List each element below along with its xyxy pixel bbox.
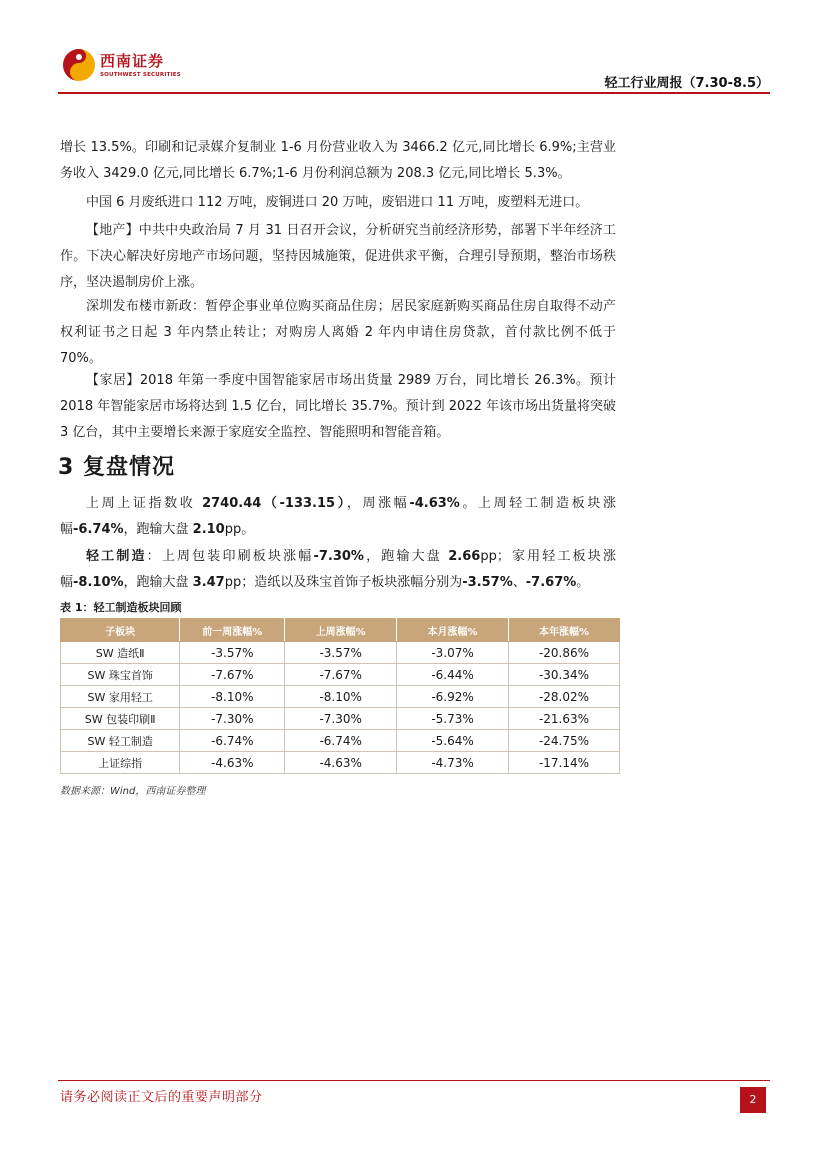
logo-text-cn: 西南证券 xyxy=(100,52,165,70)
table-cell: -7.30% xyxy=(180,708,285,730)
report-title: 轻工行业周报（7.30-8.5） xyxy=(604,76,769,91)
table-header-row xyxy=(61,619,620,642)
table-cell: -4.63% xyxy=(285,752,397,774)
paragraph-industry-revenue: 增长 13.5%。印刷和记录媒介复制业 1-6 月份营业收入为 3466.2 亿元,同比增长 6.9%;主营业务收入 3429.0 亿元,同比增长 6.7%;1-6 月份利润总额为 208.3 亿元,同比增长 5.3%。 xyxy=(60,140,616,181)
disclaimer-notice: 请务必阅读正文后的重要声明部分 xyxy=(60,1090,263,1105)
table-cell: -8.10% xyxy=(285,686,397,708)
column-header: 本年涨幅% xyxy=(508,619,619,642)
page-number: 2 xyxy=(740,1087,766,1113)
table-row xyxy=(61,664,620,686)
table-cell: -4.73% xyxy=(397,752,509,774)
column-header: 本月涨幅% xyxy=(397,619,509,642)
table-row xyxy=(61,752,620,774)
paragraph-real-estate: 【地产】中共中央政治局 7 月 31 日召开会议，分析研究当前经济形势，部署下半年经济工作。下决心解决好房地产市场问题，坚持因城施策，促进供求平衡，合理引导预期，整治市场秩序，坚决遏制房价上涨。 xyxy=(60,223,616,290)
table-cell: -7.67% xyxy=(180,664,285,686)
sector-performance-table xyxy=(60,618,620,774)
table-cell: -7.67% xyxy=(285,664,397,686)
table-row xyxy=(61,686,620,708)
table-cell: -5.73% xyxy=(397,708,509,730)
table-cell: -8.10% xyxy=(180,686,285,708)
table-cell: 上证综指 xyxy=(61,752,180,774)
footer-divider xyxy=(58,1080,770,1081)
table-cell: -6.92% xyxy=(397,686,509,708)
data-source-note: 数据来源：Wind，西南证券整理 xyxy=(60,786,206,797)
table-cell: SW 轻工制造 xyxy=(61,730,180,752)
paragraph-market-review: 上周上证指数收 2740.44（-133.15），周涨幅-4.63%。上周轻工制造板块涨幅-6.74%，跑输大盘 2.10pp。 xyxy=(60,496,616,537)
table-cell: -3.07% xyxy=(397,642,509,664)
logo-mark-icon xyxy=(62,48,96,82)
table-cell: -17.14% xyxy=(508,752,619,774)
table-cell: -3.57% xyxy=(180,642,285,664)
section-heading: 3 复盘情况 xyxy=(58,455,175,480)
paragraph-imports: 中国 6 月废纸进口 112 万吨，废铜进口 20 万吨，废铝进口 11 万吨，废塑料无进口。 xyxy=(86,195,589,210)
table-cell: -20.86% xyxy=(508,642,619,664)
table-caption: 表 1：轻工制造板块回顾 xyxy=(60,601,182,614)
brand-logo xyxy=(62,48,181,84)
table-cell: -6.44% xyxy=(397,664,509,686)
table-cell: -5.64% xyxy=(397,730,509,752)
table-cell: -24.75% xyxy=(508,730,619,752)
table-cell: -28.02% xyxy=(508,686,619,708)
table-cell: -30.34% xyxy=(508,664,619,686)
header-divider xyxy=(58,92,770,94)
paragraph-smart-home: 【家居】2018 年第一季度中国智能家居市场出货量 2989 万台，同比增长 26.3%。预计 2018 年智能家居市场将达到 1.5 亿台，同比增长 35.7%。预计到 2022 年该市场出货量将突破 3 亿台，其中主要增长来源于家庭安全监控、智能照明和智能音箱。 xyxy=(60,373,616,440)
table-cell: -21.63% xyxy=(508,708,619,730)
table-row xyxy=(61,642,620,664)
table-cell: SW 包装印刷Ⅱ xyxy=(61,708,180,730)
table-row xyxy=(61,730,620,752)
column-header: 上周涨幅% xyxy=(285,619,397,642)
table-cell: SW 家用轻工 xyxy=(61,686,180,708)
column-header: 子板块 xyxy=(61,619,180,642)
table-cell: -6.74% xyxy=(285,730,397,752)
table-cell: -3.57% xyxy=(285,642,397,664)
logo-text-en: SOUTHWEST SECURITIES xyxy=(100,72,181,78)
table-cell: -7.30% xyxy=(285,708,397,730)
paragraph-sector-review: 轻工制造：上周包装印刷板块涨幅-7.30%，跑输大盘 2.66pp；家用轻工板块涨幅-8.10%，跑输大盘 3.47pp；造纸以及珠宝首饰子板块涨幅分别为-3.57%、-7.67%。 xyxy=(60,549,616,590)
paragraph-shenzhen-policy: 深圳发布楼市新政：暂停企事业单位购买商品住房；居民家庭新购买商品住房自取得不动产权利证书之日起 3 年内禁止转让；对购房人离婚 2 年内申请住房贷款，首付款比例不低于 70%。 xyxy=(60,299,616,366)
table-cell: SW 造纸Ⅱ xyxy=(61,642,180,664)
column-header: 前一周涨幅% xyxy=(180,619,285,642)
table-cell: SW 珠宝首饰 xyxy=(61,664,180,686)
table-cell: -6.74% xyxy=(180,730,285,752)
table-row xyxy=(61,708,620,730)
table-cell: -4.63% xyxy=(180,752,285,774)
